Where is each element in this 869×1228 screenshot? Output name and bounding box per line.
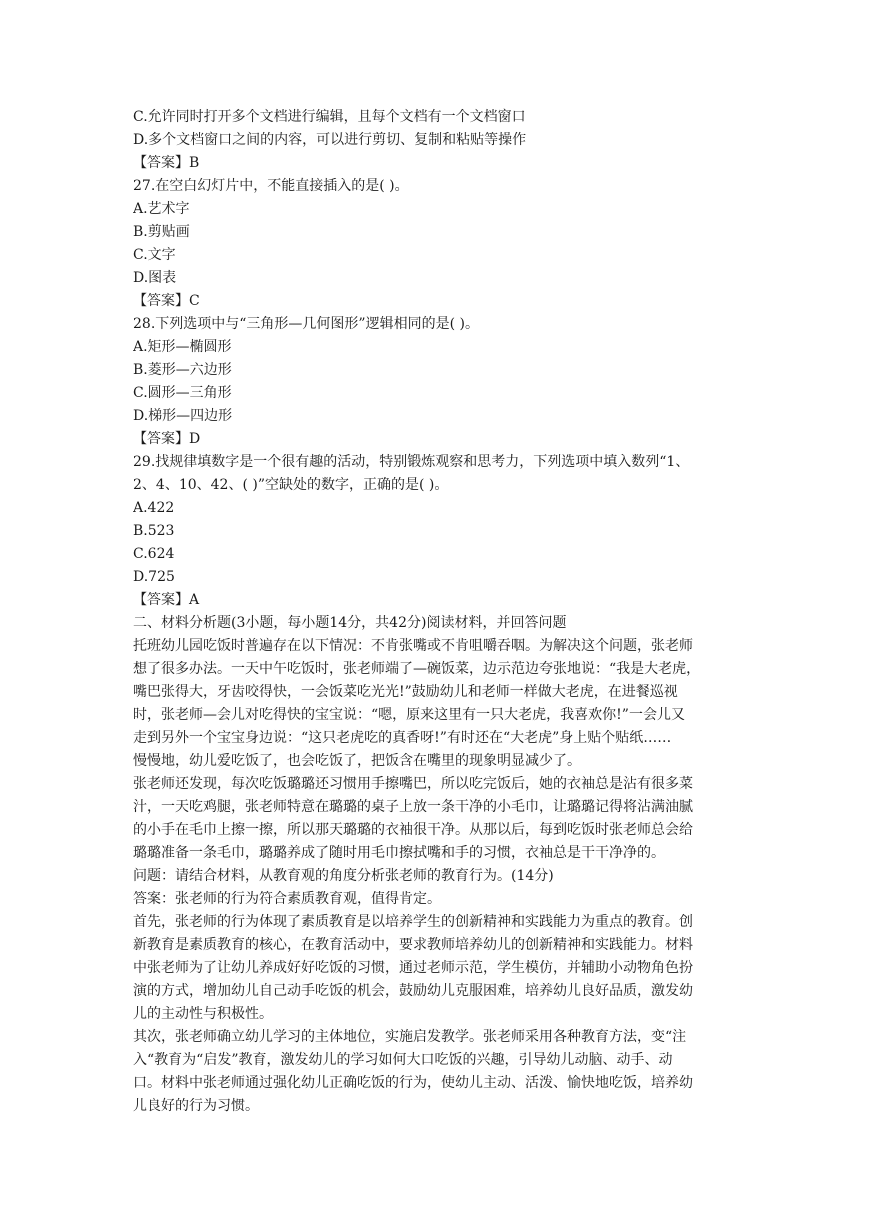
text-line: C.允许同时打开多个文档进行编辑，且每个文档有一个文档窗口 [133,109,526,125]
question-line: 28.下列选项中与“三角形—几何图形”逻辑相同的是( )。 [133,316,479,332]
option-line: A.艺术字 [133,201,190,217]
material-line: 慢慢地，幼儿爱吃饭了，也会吃饭了，把饭含在嘴里的现象明显减少了。 [133,753,581,769]
document-page [133,106,739,1118]
question-line: 2、4、10、42、( )”空缺处的数字，正确的是( )。 [133,477,449,493]
material-line: 汁，一天吃鸡腿，张老师特意在璐璐的桌子上放一条干净的小毛巾，让璐璐记得将沾满油腻 [133,799,693,815]
answer-body-line: 首先，张老师的行为体现了素质教育是以培养学生的创新精神和实践能力为重点的教育。创 [133,914,693,930]
option-line: A.422 [133,500,175,516]
answer-body-line: 入“教育为“启发”教育，激发幼儿的学习如何大口吃饭的兴趣，引导幼儿动脑、动手、动 [133,1052,673,1068]
option-line: C.文字 [133,247,176,263]
text-line: D.多个文档窗口之间的内容，可以进行剪切、复制和粘贴等操作 [133,132,527,148]
answer-body-line: 儿良好的行为习惯。 [133,1098,259,1114]
material-line: 想了很多办法。一天中午吃饭时，张老师端了—碗饭菜，边示范边夸张地说：“我是大老虎， [133,661,701,677]
answer-body-line: 其次，张老师确立幼儿学习的主体地位，实施启发教学。张老师采用各种教育方法，变“注 [133,1029,687,1045]
option-line: C.624 [133,546,175,562]
answer-body-line: 演的方式，增加幼儿自己动手吃饭的机会，鼓励幼儿克服困难，培养幼儿良好品质，激发幼 [133,983,693,999]
option-line: B.菱形—六边形 [133,362,232,378]
option-line: C.圆形—三角形 [133,385,232,401]
answer-body-line: 口。材料中张老师通过强化幼儿正确吃饭的行为，使幼儿主动、活泼、愉快地吃饭，培养幼 [133,1075,693,1091]
answer-body-line: 儿的主动性与积极性。 [133,1006,273,1022]
section-heading: 二、材料分析题(3小题，每小题14分，共42分)阅读材料，并回答问题 [133,615,567,631]
answer-line: 【答案】D [133,431,201,447]
option-line: B.523 [133,523,175,539]
material-line: 时，张老师—会儿对吃得快的宝宝说：“嗯，原来这里有一只大老虎，我喜欢你!”一会儿又 [133,707,685,723]
option-line: D.图表 [133,270,177,286]
material-line: 托班幼儿园吃饭时普遍存在以下情况：不肯张嘴或不肯咀嚼吞咽。为解决这个问题，张老师 [133,638,693,654]
answer-body-line: 中张老师为了让幼儿养成好好吃饭的习惯，通过老师示范，学生模仿，并辅助小动物角色扮 [133,960,693,976]
option-line: B.剪贴画 [133,224,190,240]
question-line: 问题：请结合材料，从教育观的角度分析张老师的教育行为。(14分) [133,868,554,884]
question-line: 29.找规律填数字是一个很有趣的活动，特别锻炼观察和思考力，下列选项中填入数列“1、 [133,454,690,470]
answer-body-line: 新教育是素质教育的核心，在教育活动中，要求教师培养幼儿的创新精神和实践能力。材料 [133,937,693,953]
question-line: 27.在空白幻灯片中，不能直接插入的是( )。 [133,178,409,194]
material-line: 走到另外一个宝宝身边说：“这只老虎吃的真香呀!”有时还在“大老虎”身上贴个贴纸…… [133,730,672,746]
material-line: 的小手在毛巾上擦一擦，所以那天璐璐的衣袖很干净。从那以后，每到吃饭时张老师总会给 [133,822,693,838]
answer-line: 【答案】A [133,592,200,608]
answer-line: 答案：张老师的行为符合素质教育观，值得肯定。 [133,891,441,907]
option-line: D.梯形—四边形 [133,408,233,424]
material-line: 嘴巴张得大，牙齿咬得快，一会饭菜吃光光!”鼓励幼儿和老师一样做大老虎，在进餐巡视 [133,684,678,700]
option-line: A.矩形—椭圆形 [133,339,232,355]
material-line: 璐璐准备一条毛巾，璐璐养成了随时用毛巾擦拭嘴和手的习惯，衣袖总是干干净净的。 [133,845,665,861]
option-line: D.725 [133,569,175,585]
answer-line: 【答案】B [133,155,200,171]
material-line: 张老师还发现，每次吃饭璐璐还习惯用手擦嘴巴，所以吃完饭后，她的衣袖总是沾有很多菜 [133,776,693,792]
answer-line: 【答案】C [133,293,200,309]
